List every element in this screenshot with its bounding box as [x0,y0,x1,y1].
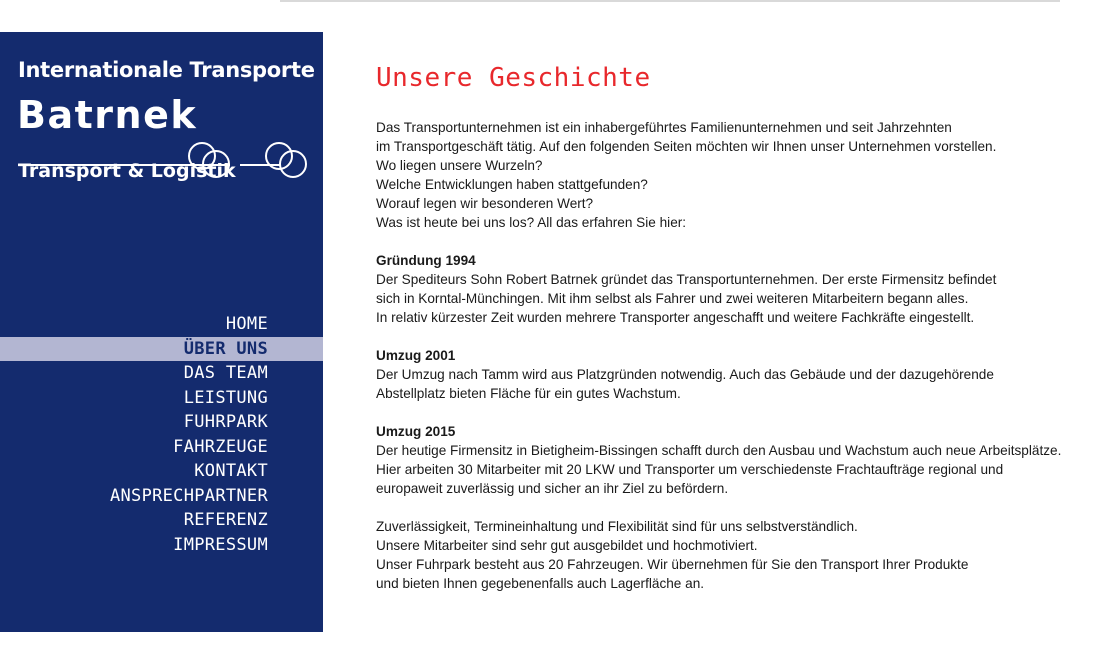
top-divider [280,0,1060,2]
nav-item-referenz[interactable]: REFERENZ [183,510,268,530]
section-heading: Gründung 1994 [376,253,476,268]
closing-line: Unser Fuhrpark besteht aus 20 Fahrzeugen. Wir übernehmen für Sie den Transport Ihrer Produkte [376,557,969,572]
section-heading: Umzug 2001 [376,348,456,363]
section-line: sich in Korntal-Münchingen. Mit ihm selbst als Fahrer und zwei weiteren Mitarbeitern begann alles. [376,291,969,306]
section-line: Der heutige Firmensitz in Bietigheim-Bissingen schafft durch den Ausbau und Wachstum auch neue Arbeitsplätze. [376,443,1062,458]
section-heading: Umzug 2015 [376,424,456,439]
history-section [376,422,1076,498]
closing-line: Zuverlässigkeit, Termineinhaltung und Flexibilität sind für uns selbstverständlich. [376,519,858,534]
nav-item-fuhrpark[interactable]: FUHRPARK [183,412,268,432]
main-content [376,58,1076,612]
main-navigation [0,312,323,557]
nav-item-home[interactable]: HOME [225,314,268,334]
intro-line: im Transportgeschäft tätig. Auf den folgenden Seiten möchten wir Ihnen unser Unternehmen vorstellen. [376,139,997,154]
intro-paragraph [376,118,1076,232]
section-line: europaweit zuverlässig und sicher an ihr Ziel zu befördern. [376,481,729,496]
closing-paragraph [376,517,1076,593]
closing-line: und bieten Ihnen gegebenenfalls auch Lagerfläche an. [376,576,705,591]
interlinked-rings-icon [0,0,323,225]
nav-item-kontakt[interactable]: KONTAKT [194,461,268,481]
brand-tagline-bottom: Transport & Logistik [18,160,236,182]
intro-line: Wo liegen unsere Wurzeln? [376,158,543,173]
intro-line: Welche Entwicklungen haben stattgefunden? [376,177,648,192]
section-line: In relativ kürzester Zeit wurden mehrere Transporter angeschafft und weitere Fachkräfte eingestellt. [376,310,975,325]
intro-line: Worauf legen wir besonderen Wert? [376,196,594,211]
brand-tagline-top: Internationale Transporte [18,58,315,82]
nav-item-leistung[interactable]: LEISTUNG [183,387,268,408]
nav-item-fahrzeuge[interactable]: FAHRZEUGE [173,436,268,457]
section-line: Der Spediteurs Sohn Robert Batrnek gründet das Transportunternehmen. Der erste Firmensitz befindet [376,272,997,287]
history-section [376,346,1076,403]
section-line: Abstellplatz bieten Fläche für ein gutes Wachstum. [376,386,681,401]
history-section [376,251,1076,327]
closing-line: Unsere Mitarbeiter sind sehr gut ausgebildet und hochmotiviert. [376,538,758,553]
nav-item-ansprechpartner[interactable]: ANSPRECHPARTNER [109,485,268,506]
nav-item-das-team[interactable]: DAS TEAM [183,363,268,383]
section-line: Der Umzug nach Tamm wird aus Platzgründen notwendig. Auch das Gebäude und der dazugehörende [376,367,994,382]
intro-line: Das Transportunternehmen ist ein inhabergeführtes Familienunternehmen und seit Jahrzehnten [376,120,952,135]
intro-line: Was ist heute bei uns los? All das erfahren Sie hier: [376,215,687,230]
section-line: Hier arbeiten 30 Mitarbeiter mit 20 LKW und Transporter um verschiedenste Frachtaufträge regional und [376,462,1004,477]
nav-item-ueber-uns[interactable]: ÜBER UNS [0,337,323,362]
page-title: Unsere Geschichte [376,63,651,93]
brand-name: Batrnek [17,93,198,137]
nav-item-impressum[interactable]: IMPRESSUM [173,534,268,555]
